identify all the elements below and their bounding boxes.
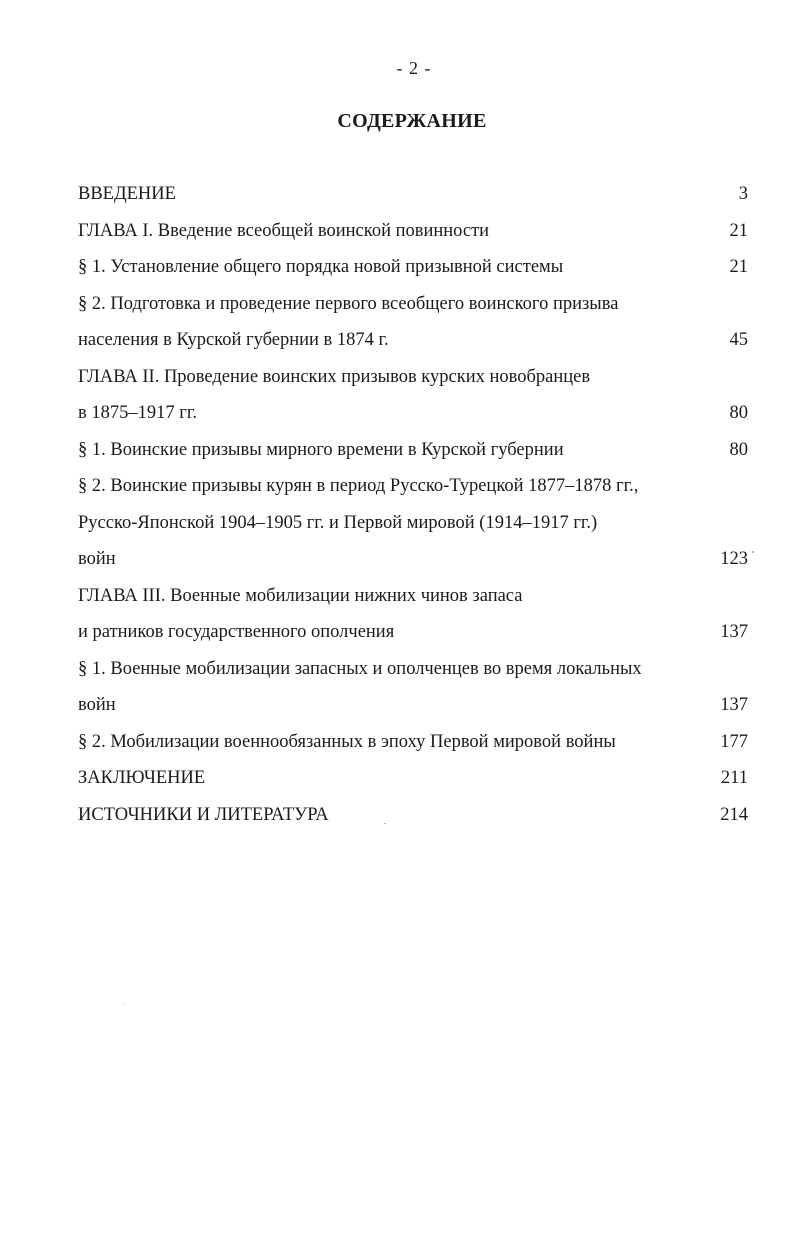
scan-speck <box>752 551 754 553</box>
toc-entry-text-line: § 2. Подготовка и проведение первого всеобщего воинского призыва <box>78 293 619 314</box>
toc-entry-text-line: войн <box>78 695 116 715</box>
toc-entry <box>78 286 748 359</box>
toc-entry-text-line: ЗАКЛЮЧЕНИЕ <box>78 768 206 788</box>
toc-entry-text-line: в 1875–1917 гг. <box>78 403 197 423</box>
toc-entry-text-line: ИСТОЧНИКИ И ЛИТЕРАТУРА <box>78 804 329 825</box>
toc-page-number: 137 <box>720 695 748 715</box>
toc-entry-text-line: ГЛАВА III. Военные мобилизации нижних чинов запаса <box>78 585 523 606</box>
toc-entry <box>78 797 748 834</box>
toc-entry-text-line: § 1. Военные мобилизации запасных и ополченцев во время локальных <box>78 658 642 679</box>
toc-page-number: 3 <box>738 184 748 204</box>
toc-entry-text-line: § 2. Мобилизации военнообязанных в эпоху Первой мировой войны <box>78 731 616 752</box>
toc-page-number: 80 <box>729 439 748 460</box>
toc-entry <box>78 468 748 578</box>
toc-entry-text-line: Русско-Японской 1904–1905 гг. и Первой мировой (1914–1917 гг.) <box>78 512 598 533</box>
toc-entry-text-line: § 1. Воинские призывы мирного времени в Курской губернии <box>78 439 564 460</box>
toc-entry-text-line: войн <box>78 549 116 569</box>
toc-entry <box>78 176 748 213</box>
scan-speck <box>124 1004 125 1005</box>
toc-page-number: 214 <box>720 804 748 825</box>
toc-entry-text-line: § 2. Воинские призывы курян в период Русско-Турецкой 1877–1878 гг., <box>78 476 639 496</box>
toc-entry <box>78 724 748 761</box>
toc-entry <box>78 359 748 432</box>
toc-entry <box>78 432 748 469</box>
toc-entry <box>78 651 748 724</box>
toc-entry-text-line: § 1. Установление общего порядка новой призывной системы <box>78 257 564 277</box>
toc-page-number: 177 <box>720 731 748 752</box>
toc-page-number: 21 <box>729 257 748 277</box>
toc-entry-text-line: населения в Курской губернии в 1874 г. <box>78 330 389 350</box>
toc-entry-text-line: и ратников государственного ополчения <box>78 622 395 642</box>
toc-entry <box>78 249 748 286</box>
toc-page-number: 21 <box>729 220 748 241</box>
toc-entry-text-line: ВВЕДЕНИЕ <box>78 184 176 204</box>
toc-entry <box>78 213 748 250</box>
toc-title: СОДЕРЖАНИЕ <box>337 110 487 132</box>
toc-page-number: 123 <box>720 549 748 569</box>
toc-entry <box>78 760 748 797</box>
toc-page-number: 211 <box>720 768 748 788</box>
toc-page-number: 137 <box>720 622 748 642</box>
toc-entry <box>78 578 748 651</box>
toc-page-number: 80 <box>729 403 748 423</box>
page-number: - 2 - <box>396 58 432 78</box>
toc-page-number: 45 <box>729 330 748 350</box>
table-of-contents <box>78 176 748 833</box>
scan-speck <box>384 823 386 824</box>
toc-entry-text-line: ГЛАВА II. Проведение воинских призывов курских новобранцев <box>78 366 591 387</box>
toc-entry-text-line: ГЛАВА I. Введение всеобщей воинской повинности <box>78 220 490 241</box>
